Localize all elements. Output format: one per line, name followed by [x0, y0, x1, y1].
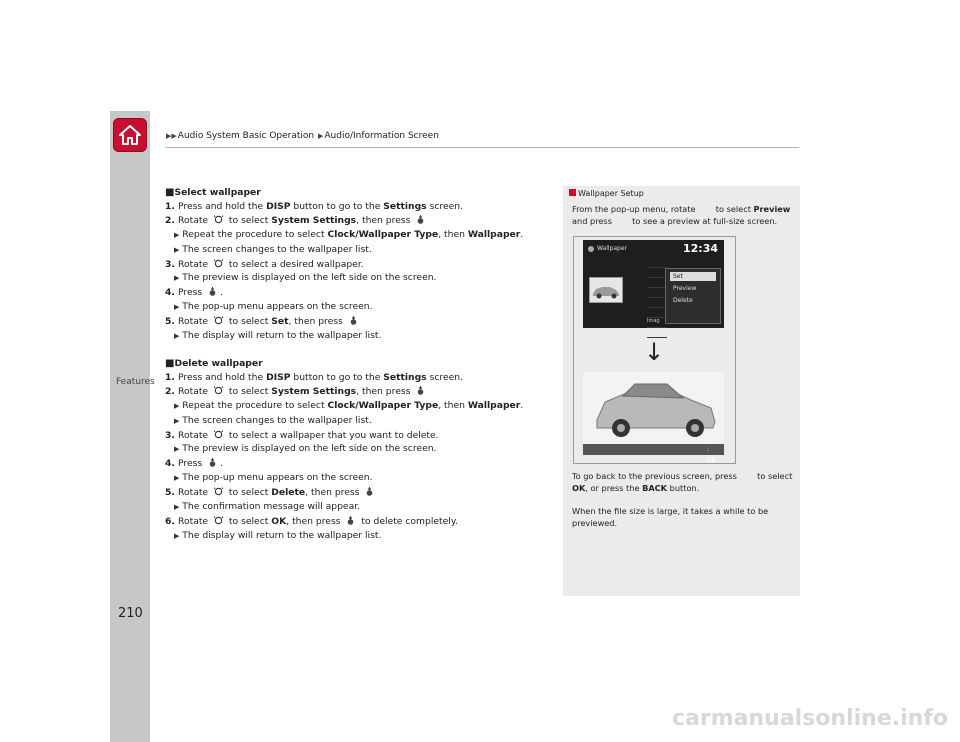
step-result: ▶ The display will return to the wallpaper list. [174, 330, 382, 342]
step: 6. Rotate to select OK, then press to delete completely. [165, 515, 458, 527]
popup-menu [665, 268, 721, 324]
interface-dial-rotate-icon [214, 386, 223, 395]
preview-status-bar: : OK [583, 444, 724, 455]
interface-dial-press-icon [346, 516, 355, 525]
interface-dial-press-icon [365, 487, 374, 496]
interface-dial-press-icon [743, 471, 752, 480]
interface-dial-rotate-icon [214, 215, 223, 224]
interface-dial-rotate-icon [214, 316, 223, 325]
step-result: ▶ The pop-up menu appears on the screen. [174, 301, 373, 313]
arrow-down-icon: ↓ [644, 338, 665, 366]
step-result: ▶ The confirmation message will appear. [174, 501, 361, 513]
step: 2. Rotate to select System Settings, then press [165, 214, 555, 228]
note-paragraph-2: To go back to the previous screen, press to select OK, or press the BACK button. [572, 471, 793, 493]
step: 3. Rotate to select a desired wallpaper. [165, 258, 364, 270]
full-size-preview-illustration [583, 372, 724, 454]
interface-dial-press-icon [618, 216, 627, 225]
step-result: ▶ The screen changes to the wallpaper list. [174, 414, 372, 426]
instructions [165, 186, 555, 544]
step-result: ▶ The screen changes to the wallpaper list. [174, 243, 372, 255]
breadcrumb-item[interactable]: Audio/Information Screen [324, 131, 439, 141]
step: 4. Press . [165, 458, 224, 470]
step: 1. Press and hold the DISP button to go to the Settings screen. [165, 200, 464, 212]
home-icon [118, 123, 142, 147]
step: 4. Press . [165, 287, 224, 299]
interface-dial-press-icon [416, 386, 425, 395]
step: 1. Press and hold the DISP button to go to the Settings screen. [165, 371, 464, 383]
home-button[interactable] [113, 118, 147, 152]
section-title: ■Select wallpaper [165, 187, 261, 198]
watermark: carmanualsonline.info [672, 706, 948, 731]
breadcrumb-arrow-icon: ▶▶ [166, 132, 177, 140]
step-result: ▶ The preview is displayed on the left side on the screen. [174, 272, 437, 284]
popup-item-delete[interactable]: Delete [673, 297, 693, 304]
step-result: ▶ The preview is displayed on the left side on the screen. [174, 443, 437, 455]
interface-dial-rotate-icon [701, 204, 710, 213]
breadcrumb [165, 131, 439, 141]
car-icon [590, 278, 622, 302]
interface-dial-press-icon [208, 458, 217, 467]
interface-dial-rotate-icon [214, 430, 223, 439]
step-result: ▶ Repeat the procedure to select Clock/Wallpaper Type, then Wallpaper. [174, 228, 524, 240]
result-arrow-icon: ▶ [174, 503, 180, 512]
interface-dial-press-icon [208, 287, 217, 296]
section-tab-label: Features [116, 377, 155, 387]
breadcrumb-item[interactable]: Audio System Basic Operation [177, 131, 315, 141]
result-arrow-icon: ▶ [174, 245, 180, 254]
popup-item-set[interactable]: Set [670, 272, 716, 281]
step-result: ▶ Repeat the procedure to select Clock/Wallpaper Type, then Wallpaper. [174, 399, 524, 411]
step-result: ▶ The display will return to the wallpaper list. [174, 529, 382, 541]
step: 2. Rotate to select System Settings, then press [165, 385, 555, 399]
result-arrow-icon: ▶ [174, 445, 180, 454]
step-result: ▶ The pop-up menu appears on the screen. [174, 472, 373, 484]
result-arrow-icon: ▶ [174, 274, 180, 283]
wallpaper-list [647, 258, 667, 338]
screen-title: Wallpaper [597, 245, 628, 252]
interface-dial-rotate-icon [214, 516, 223, 525]
interface-dial-press-icon [416, 215, 425, 224]
note-marker-icon [569, 189, 576, 196]
section-title: ■Delete wallpaper [165, 357, 263, 369]
result-arrow-icon: ▶ [174, 230, 180, 239]
header-divider [165, 147, 799, 148]
interface-dial-press-icon [349, 316, 358, 325]
breadcrumb-arrow-icon: ▶ [318, 132, 324, 140]
wallpaper-screen-illustration [583, 240, 724, 328]
step: 3. Rotate to select a wallpaper that you want to delete. [165, 429, 439, 441]
screen-clock: 12:34 [682, 242, 718, 255]
step: 5. Rotate to select Delete, then press [165, 486, 555, 500]
result-arrow-icon: ▶ [174, 332, 180, 341]
sidebar-strip [110, 111, 150, 742]
wallpaper-list-item[interactable]: Imag [647, 318, 667, 328]
page-number: 210 [118, 606, 143, 621]
interface-dial-rotate-icon [214, 487, 223, 496]
interface-dial-rotate-icon [214, 259, 223, 268]
step: 5. Rotate to select Set, then press [165, 315, 555, 329]
popup-item-preview[interactable]: Preview [673, 285, 697, 292]
result-arrow-icon: ▶ [174, 416, 180, 425]
result-arrow-icon: ▶ [174, 401, 180, 410]
wallpaper-thumbnail [589, 277, 623, 303]
note-heading: Wallpaper Setup [569, 189, 644, 198]
car-icon [583, 372, 724, 444]
note-paragraph-1: From the pop-up menu, rotate to select Preview and press to see a preview at full-size screen. [572, 204, 791, 226]
result-arrow-icon: ▶ [174, 474, 180, 483]
result-arrow-icon: ▶ [174, 303, 180, 312]
result-arrow-icon: ▶ [174, 531, 180, 540]
note-paragraph-3: When the file size is large, it takes a while to be previewed. [572, 506, 769, 528]
back-icon [588, 246, 594, 252]
